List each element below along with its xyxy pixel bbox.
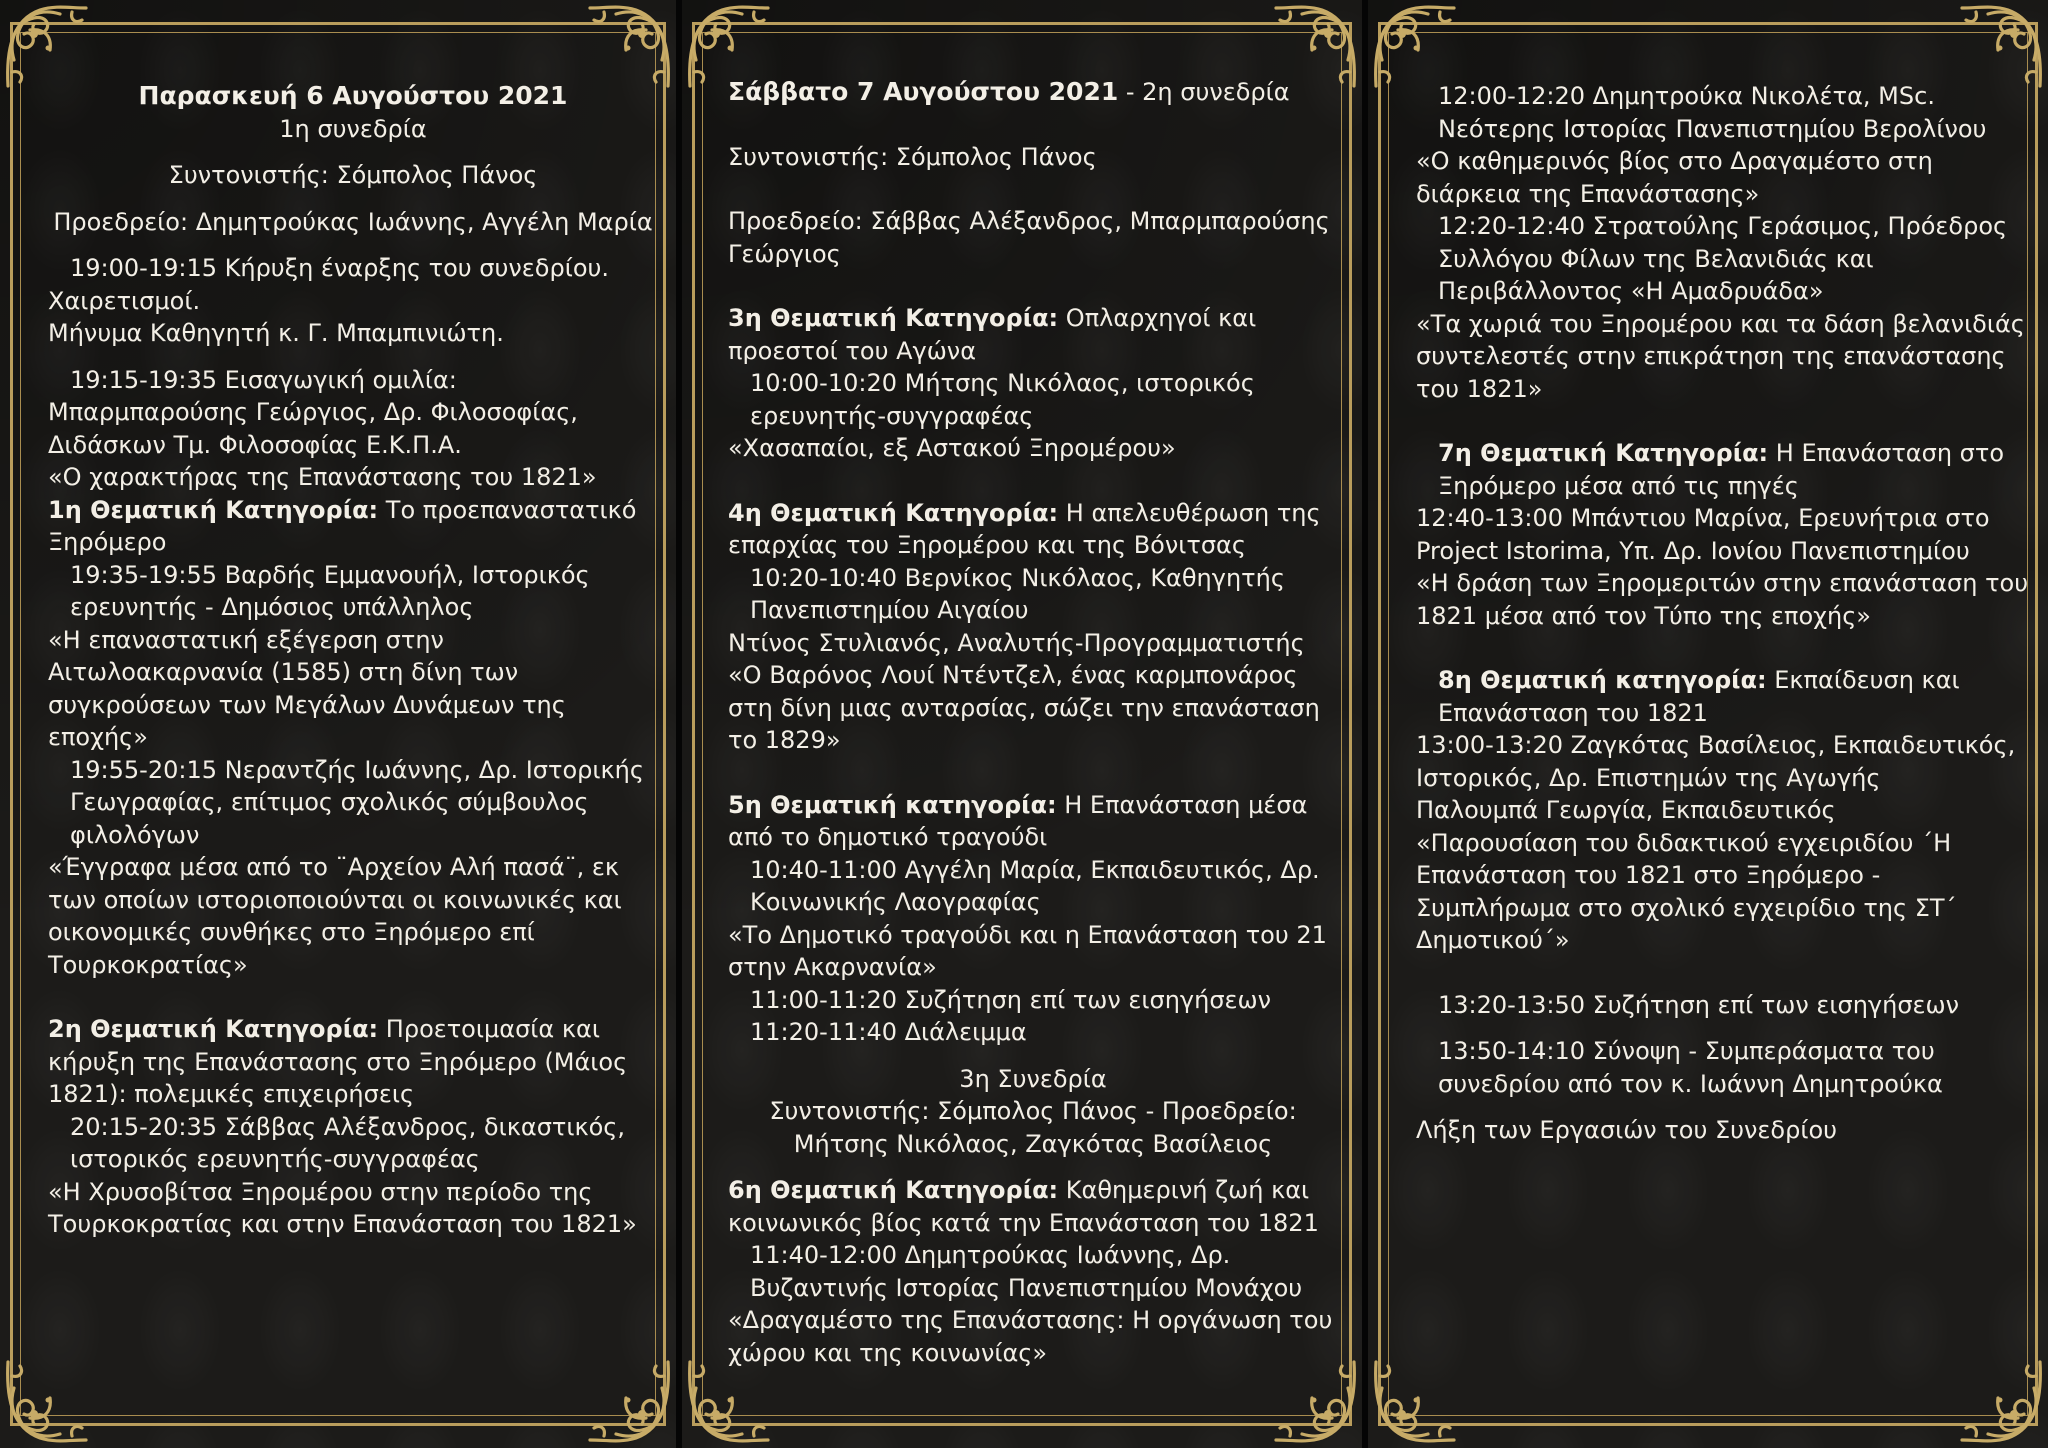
coordinator: Συντονιστής: Σόμπολος Πάνος (728, 142, 1097, 171)
panel-day-2-continued (1368, 0, 2048, 1448)
program-item: 11:00-11:20 Συζήτηση επί των εισηγήσεων (750, 985, 1272, 1014)
program-item: 19:55-20:15 Νεραντζής Ιωάννης, Δρ. Ιστορικής Γεωγραφίας, επίτιμος σχολικός σύμβουλος φιλολόγων (70, 755, 644, 849)
program-item-note: Χαιρετισμοί. (48, 286, 201, 315)
talk-title: «Τα χωριά του Ξηρομέρου και τα δάση βελανιδιάς συντελεστές στην επικράτηση της επανάστασης του 1821» (1416, 309, 2025, 403)
talk-title: «Δραγαμέστο της Επανάστασης: Η οργάνωση του χώρου και της κοινωνίας» (728, 1306, 1333, 1367)
panel-day-2 (682, 0, 1362, 1448)
ornament-corner-icon (1270, 1356, 1362, 1448)
program-item: 12:00-12:20 Δημητρούκα Νικολέτα, MSc. Νεότερης Ιστορίας Πανεπιστημίου Βερολίνου (1438, 82, 1987, 143)
category-label: 4η Θεματική Κατηγορία: (728, 498, 1059, 527)
panel-2-content (728, 76, 1338, 1369)
category-text: Το προεπαναστατικό Ξηρόμερο (48, 495, 637, 556)
panel-1-content (48, 80, 658, 1241)
ornament-corner-icon (0, 0, 92, 92)
category-label: 1η Θεματική Κατηγορία: (48, 495, 379, 524)
program-item: 20:15-20:35 Σάββας Αλέξανδρος, δικαστικός, ιστορικός ερευνητής-συγγραφέας (70, 1112, 626, 1173)
talk-title: «Χασαπαίοι, εξ Αστακού Ξηρομέρου» (728, 434, 1176, 462)
category-text: Οπλαρχηγοί και προεστοί του Αγώνα (728, 304, 1257, 365)
talk-title: «Το Δημοτικό τραγούδι και η Επανάσταση του 21 στην Ακαρνανία» (728, 920, 1327, 981)
program-item: 13:50-14:10 Σύνοψη - Συμπεράσματα του συνεδρίου από τον κ. Ιωάννη Δημητρούκα (1438, 1037, 1943, 1098)
talk-title: «Παρουσίαση του διδακτικού εγχειριδίου ΄Η Επανάσταση του 1821 στο Ξηρόμερο - Συμπλήρωμα στο σχολικό εγχειρίδιο της ΣΤ΄ Δημοτικού΄» (1416, 828, 1957, 954)
talk-title: «Ο καθημερινός βίος στο Δραγαμέστο στη διάρκεια της Επανάστασης» (1416, 147, 1933, 208)
program-item: 12:40-13:00 Μπάντιου Μαρίνα, Ερευνήτρια στο Project Istorima, Υπ. Δρ. Ιονίου Πανεπιστημίου (1416, 504, 1990, 565)
coordinator: Συντονιστής: Σόμπολος Πάνος (168, 161, 538, 189)
presidium: Προεδρείο: Σάββας Αλέξανδρος, Μπαρμπαρούσης Γεώργιος (728, 207, 1330, 268)
day-heading: Παρασκευή 6 Αυγούστου 2021 (138, 81, 568, 110)
category-text: Η Επανάσταση μέσα από το δημοτικό τραγούδι (728, 790, 1308, 851)
program-item: 13:00-13:20 Ζαγκότας Βασίλειος, Εκπαιδευτικός, Ιστορικός, Δρ. Επιστημών της Αγωγής (1416, 731, 2016, 792)
talk-title: «Ο Βαρόνος Λουί Ντέντζελ, ένας καρμπονάρος στη δίνη μιας ανταρσίας, σώζει την επανάσταση το 1829» (728, 661, 1320, 754)
ornament-corner-icon (1956, 1356, 2048, 1448)
ornament-corner-icon (682, 1356, 774, 1448)
program-item: 11:20-11:40 Διάλειμμα (750, 1018, 1027, 1046)
session-3-heading: 3η Συνεδρία (959, 1064, 1107, 1093)
program-item: 12:20-12:40 Στρατούλης Γεράσιμος, Πρόεδρος Συλλόγου Φίλων της Βελανιδιάς και Περιβάλλοντος «Η Αμαδρυάδα» (1438, 212, 2008, 305)
program-item: 10:40-11:00 Αγγέλη Μαρία, Εκπαιδευτικός, Δρ. Κοινωνικής Λαογραφίας (750, 855, 1320, 916)
session-label: 1η συνεδρία (279, 114, 427, 143)
program-item: 11:40-12:00 Δημητρούκας Ιωάννης, Δρ. Βυζαντινής Ιστορίας Πανεπιστημίου Μονάχου (750, 1241, 1303, 1302)
ornament-corner-icon (1956, 0, 2048, 92)
program-item: 19:00-19:15 Κήρυξη έναρξης του συνεδρίου. (70, 254, 610, 282)
talk-title: «Έγγραφα μέσα από το ¨Αρχείον Αλή πασά¨, εκ των οποίων ιστοριοποιούνται οι κοινωνικές και οικονομικές συνθήκες στο Ξηρόμερο επί Τουρκοκρατίας» (48, 853, 622, 979)
ornament-corner-icon (0, 1356, 92, 1448)
program-item-note: Μήνυμα Καθηγητή κ. Γ. Μπαμπινιώτη. (48, 319, 504, 347)
category-label: 8η Θεματική κατηγορία: (1438, 666, 1767, 694)
speaker: Παλουμπά Γεωργία, Εκπαιδευτικός (1416, 796, 1836, 824)
speaker: Μπαρμπαρούσης Γεώργιος, Δρ. Φιλοσοφίας, (48, 398, 578, 426)
program-item: 19:35-19:55 Βαρδής Εμμανουήλ, Ιστορικός ερευνητής - Δημόσιος υπάλληλος (70, 560, 590, 621)
category-label: 3η Θεματική Κατηγορία: (728, 304, 1059, 332)
day-heading: Σάββατο 7 Αυγούστου 2021 (728, 77, 1119, 106)
closing-line: Λήξη των Εργασιών του Συνεδρίου (1416, 1116, 1838, 1144)
talk-title: «Ο χαρακτήρας της Επανάστασης του 1821» (48, 463, 597, 491)
program-item: 19:15-19:35 Εισαγωγική ομιλία: (70, 365, 457, 394)
ornament-corner-icon (1368, 1356, 1460, 1448)
talk-title: «Η δράση των Ξηρομεριτών στην επανάσταση του 1821 μέσα από τον Τύπο της εποχής» (1416, 569, 2029, 630)
session-3-presidium: Μήτσης Νικόλαος, Ζαγκότας Βασίλειος (793, 1129, 1273, 1158)
session-label: - 2η συνεδρία (1118, 78, 1290, 106)
ornament-corner-icon (584, 1356, 676, 1448)
speaker-affiliation: Διδάσκων Τμ. Φιλοσοφίας Ε.Κ.Π.Α. (48, 430, 462, 459)
talk-title: «Η Χρυσοβίτσα Ξηρομέρου στην περίοδο της Τουρκοκρατίας και στην Επανάσταση του 1821» (48, 1177, 637, 1238)
panel-day-1 (0, 0, 676, 1448)
speaker: Ντίνος Στυλιανός, Αναλυτής-Προγραμματιστής (728, 628, 1305, 657)
panel-3-content (1416, 80, 2036, 1147)
program-item: 13:20-13:50 Συζήτηση επί των εισηγήσεων (1438, 990, 1960, 1019)
category-text: Προετοιμασία και κήρυξη της Επανάστασης στο Ξηρόμερο (Μάιος 1821): πολεμικές επιχειρήσεις (48, 1015, 628, 1108)
ornament-corner-icon (1368, 0, 1460, 92)
ornament-corner-icon (584, 0, 676, 92)
category-text: Η απελευθέρωση της επαρχίας του Ξηρομέρου και της Βόνιτσας (728, 498, 1321, 559)
session-3-coordinator: Συντονιστής: Σόμπολος Πάνος - Προεδρείο: (769, 1097, 1297, 1125)
category-label: 6η Θεματική Κατηγορία: (728, 1176, 1059, 1204)
category-label: 5η Θεματική κατηγορία: (728, 790, 1057, 819)
category-text: Καθημερινή ζωή και κοινωνικός βίος κατά την Επανάσταση του 1821 (728, 1176, 1319, 1237)
presidium: Προεδρείο: Δημητρούκας Ιωάννης, Αγγέλη Μαρία (53, 207, 653, 236)
talk-title: «Η επαναστατική εξέγερση στην Αιτωλοακαρνανία (1585) στη δίνη των συγκρούσεων των Μεγάλων Δυνάμεων της εποχής» (48, 625, 566, 751)
category-text: Η Επανάσταση στο Ξηρόμερο μέσα από τις πηγές (1438, 439, 2005, 500)
category-label: 2η Θεματική Κατηγορία: (48, 1015, 379, 1043)
category-text: Εκπαίδευση και Επανάσταση του 1821 (1438, 666, 1960, 727)
category-label: 7η Θεματική Κατηγορία: (1438, 439, 1769, 467)
program-item: 10:20-10:40 Βερνίκος Νικόλαος, Καθηγητής Πανεπιστημίου Αιγαίου (750, 563, 1285, 624)
program-item: 10:00-10:20 Μήτσης Νικόλαος, ιστορικός ερευνητής-συγγραφέας (750, 369, 1255, 430)
